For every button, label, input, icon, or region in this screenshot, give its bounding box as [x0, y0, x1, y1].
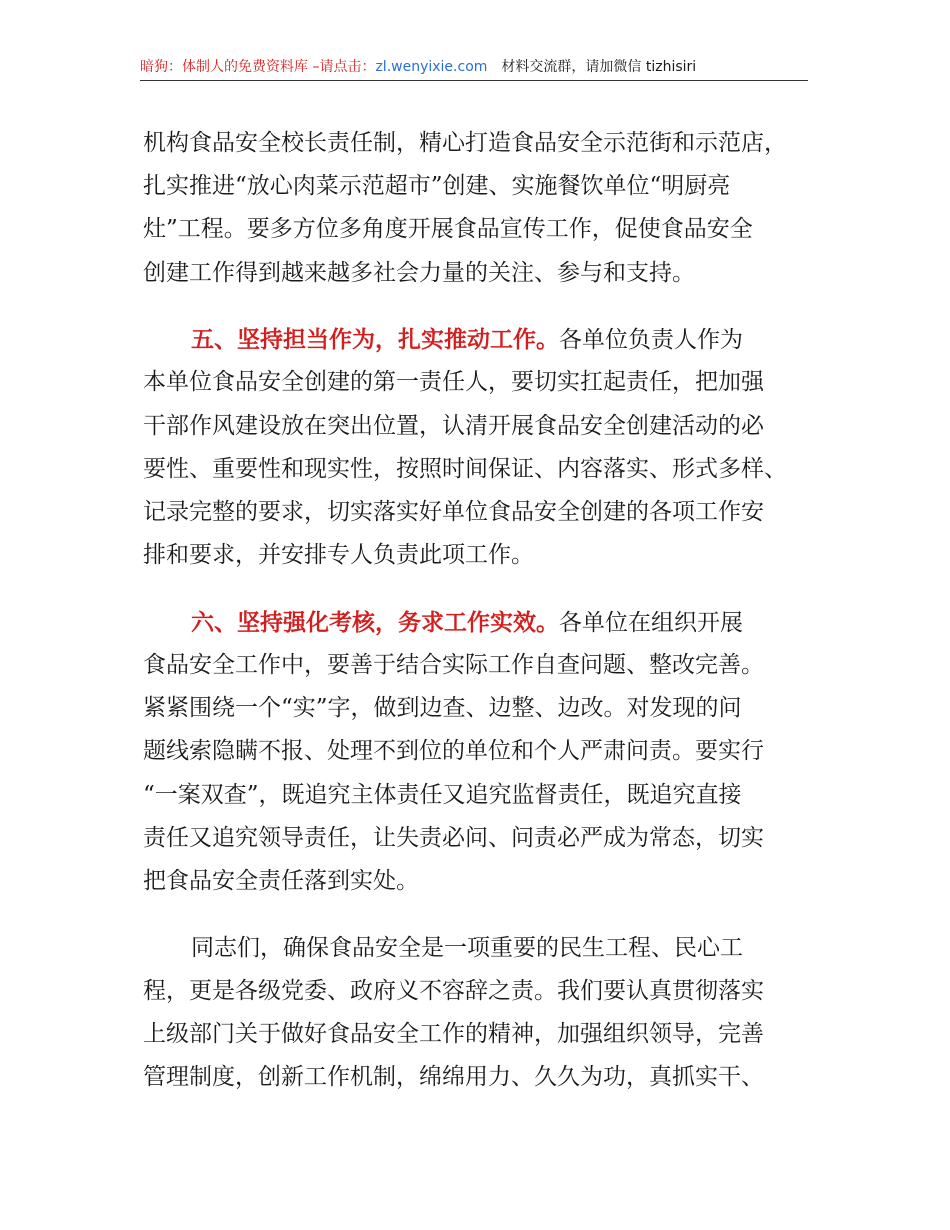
text-line: 扎实推进“放心肉菜示范超市”创建、实施餐饮单位“明厨亮: [143, 173, 731, 200]
text-line: 排和要求，并安排专人负责此项工作。: [143, 542, 534, 569]
text-run: 各单位负责人作为: [559, 327, 743, 354]
header-url-link[interactable]: zl.wenyixie.com: [375, 59, 488, 75]
section-heading-5: 五、坚持担当作为，扎实推动工作。: [191, 326, 559, 354]
text-line: 机构食品安全校长责任制，精心打造食品安全示范街和示范店，: [143, 130, 787, 156]
paragraph-1: [143, 122, 813, 295]
section-heading-6: 六、坚持强化考核，务求工作实效。: [191, 608, 559, 636]
text-line: 管理制度，创新工作机制，绵绵用力、久久为功，真抓实干、: [143, 1064, 764, 1091]
text-line: 干部作风建设放在突出位置，认清开展食品安全创建活动的必: [143, 412, 764, 439]
text-line: 紧紧围绕一个“实”字，做到边查、边整、边改。对发现的问: [143, 695, 742, 722]
text-line: 题线索隐瞒不报、处理不到位的单位和个人严肃问责。要实行: [143, 738, 764, 765]
paragraph-closing: [143, 927, 813, 1100]
text-line: 上级部门关于做好食品安全工作的精神，加强组织领导，完善: [143, 1021, 764, 1048]
text-line: 本单位食品安全创建的第一责任人，要切实扛起责任，把加强: [143, 369, 764, 396]
paragraph-6: [143, 601, 813, 903]
page-header: [140, 56, 808, 81]
text-line-first: [143, 601, 813, 644]
text-line: 把食品安全责任落到实处。: [143, 868, 419, 894]
header-promo: 暗狗：体制人的免费资料库: [140, 59, 308, 75]
text-line: 记录完整的要求，切实落实好单位食品安全创建的各项工作安: [143, 499, 764, 525]
text-line: “一案双查”，既追究主体责任又追究监督责任，既追究直接: [143, 781, 742, 808]
text-line: 创建工作得到越来越多社会力量的关注、参与和支持。: [143, 259, 695, 286]
text-line-first: 同志们，确保食品安全是一项重要的民生工程、民心工: [191, 934, 743, 961]
paragraph-5: [143, 318, 813, 577]
text-run: 各单位在组织开展: [559, 609, 743, 636]
document-body: [143, 122, 813, 1099]
header-separator: –请点击：: [308, 59, 376, 75]
text-line: 灶”工程。要多方位多角度开展食品宣传工作，促使食品安全: [143, 216, 753, 243]
text-line: 食品安全工作中，要善于结合实际工作自查问题、整改完善。: [143, 652, 764, 679]
text-line-first: [143, 318, 813, 361]
text-line: 责任又追究领导责任，让失责必问、问责必严成为常态，切实: [143, 824, 764, 851]
header-contact: 材料交流群，请加微信 tizhisiri: [501, 59, 697, 75]
text-line: 程，更是各级党委、政府义不容辞之责。我们要认真贯彻落实: [143, 977, 764, 1004]
text-line: 要性、重要性和现实性，按照时间保证、内容落实、形式多样、: [143, 455, 787, 482]
